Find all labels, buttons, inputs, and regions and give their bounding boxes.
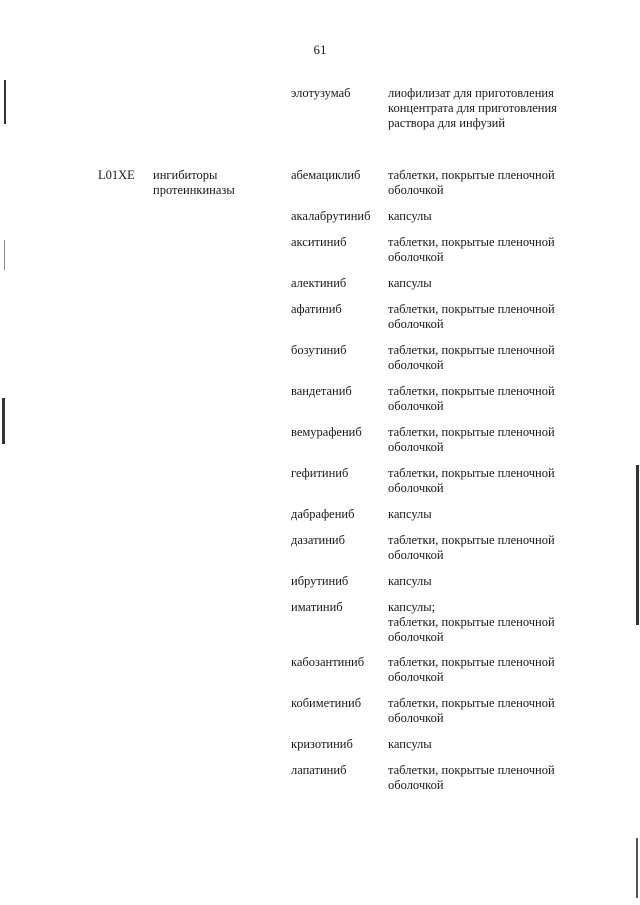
scan-mark-right-2 <box>636 838 638 898</box>
dosage-form-line: оболочкой <box>388 778 444 792</box>
dosage-form-line: таблетки, покрытые пленочной <box>388 655 555 669</box>
dosage-form <box>388 384 588 414</box>
page-number: 61 <box>313 42 327 57</box>
dosage-form-line: таблетки, покрытые пленочной <box>388 302 555 316</box>
dosage-form <box>388 86 588 131</box>
dosage-form <box>388 763 588 793</box>
scan-mark-left-2 <box>4 240 5 270</box>
dosage-form-line: капсулы <box>388 209 432 223</box>
dosage-form <box>388 235 588 265</box>
drug-name: афатиниб <box>291 302 342 316</box>
dosage-form <box>388 696 588 726</box>
dosage-form-line: таблетки, покрытые пленочной <box>388 425 555 439</box>
drug-name: акситиниб <box>291 235 347 249</box>
dosage-form <box>388 466 588 496</box>
drug-name: ибрутиниб <box>291 574 349 588</box>
dosage-form-line: таблетки, покрытые пленочной <box>388 615 555 629</box>
drug-name: бозутиниб <box>291 343 347 357</box>
dosage-form <box>388 168 588 198</box>
dosage-form-line: капсулы <box>388 507 432 521</box>
dosage-form-line: оболочкой <box>388 670 444 684</box>
dosage-form-line: капсулы <box>388 574 432 588</box>
drug-name: кабозантиниб <box>291 655 365 669</box>
dosage-form-line: оболочкой <box>388 548 444 562</box>
dosage-form <box>388 655 588 685</box>
scan-mark-left-1 <box>4 80 6 124</box>
drug-name: гефитиниб <box>291 466 349 480</box>
drug-name: дазатиниб <box>291 533 345 547</box>
dosage-form-line: таблетки, покрытые пленочной <box>388 696 555 710</box>
dosage-form-line: оболочкой <box>388 399 444 413</box>
drug-name: акалабрутиниб <box>291 209 371 223</box>
drug-name: вандетаниб <box>291 384 352 398</box>
dosage-form-line: оболочкой <box>388 183 444 197</box>
dosage-form-line: раствора для инфузий <box>388 116 506 130</box>
dosage-form-line: капсулы <box>388 276 432 290</box>
dosage-form <box>388 574 588 589</box>
dosage-form-line: оболочкой <box>388 481 444 495</box>
drug-name: дабрафениб <box>291 507 355 521</box>
dosage-form-line: оболочкой <box>388 250 444 264</box>
dosage-form <box>388 276 588 291</box>
dosage-form-line: капсулы; <box>388 600 436 614</box>
scan-mark-left-3 <box>2 398 5 444</box>
group-name-line: ингибиторы <box>153 168 218 182</box>
dosage-form <box>388 425 588 455</box>
dosage-form <box>388 507 588 522</box>
atc-code: L01XE <box>98 168 135 182</box>
drug-name: абемациклиб <box>291 168 361 182</box>
dosage-form-line: оболочкой <box>388 440 444 454</box>
dosage-form <box>388 343 588 373</box>
dosage-form-line: оболочкой <box>388 358 444 372</box>
dosage-form-line: таблетки, покрытые пленочной <box>388 384 555 398</box>
dosage-form-line: таблетки, покрытые пленочной <box>388 343 555 357</box>
dosage-form <box>388 533 588 563</box>
dosage-form-line: таблетки, покрытые пленочной <box>388 533 555 547</box>
dosage-form <box>388 600 588 645</box>
dosage-form-line: оболочкой <box>388 317 444 331</box>
dosage-form <box>388 209 588 224</box>
group-name-line: протеинкиназы <box>153 183 235 197</box>
drug-name: алектиниб <box>291 276 347 290</box>
dosage-form-line: таблетки, покрытые пленочной <box>388 763 555 777</box>
dosage-form-line: таблетки, покрытые пленочной <box>388 168 555 182</box>
dosage-form-line: оболочкой <box>388 711 444 725</box>
drug-name: лапатиниб <box>291 763 347 777</box>
drug-name: кобиметиниб <box>291 696 362 710</box>
drug-name: иматиниб <box>291 600 343 614</box>
drug-name: кризотиниб <box>291 737 353 751</box>
dosage-form-line: таблетки, покрытые пленочной <box>388 466 555 480</box>
dosage-form <box>388 302 588 332</box>
dosage-form-line: таблетки, покрытые пленочной <box>388 235 555 249</box>
group-name <box>153 168 273 198</box>
dosage-form-line: лиофилизат для приготовления <box>388 86 554 100</box>
drug-name: вемурафениб <box>291 425 362 439</box>
dosage-form <box>388 737 588 752</box>
dosage-form-line: концентрата для приготовления <box>388 101 557 115</box>
scan-mark-right-1 <box>636 465 639 625</box>
drug-name: элотузумаб <box>291 86 351 100</box>
dosage-form-line: капсулы <box>388 737 432 751</box>
dosage-form-line: оболочкой <box>388 630 444 644</box>
